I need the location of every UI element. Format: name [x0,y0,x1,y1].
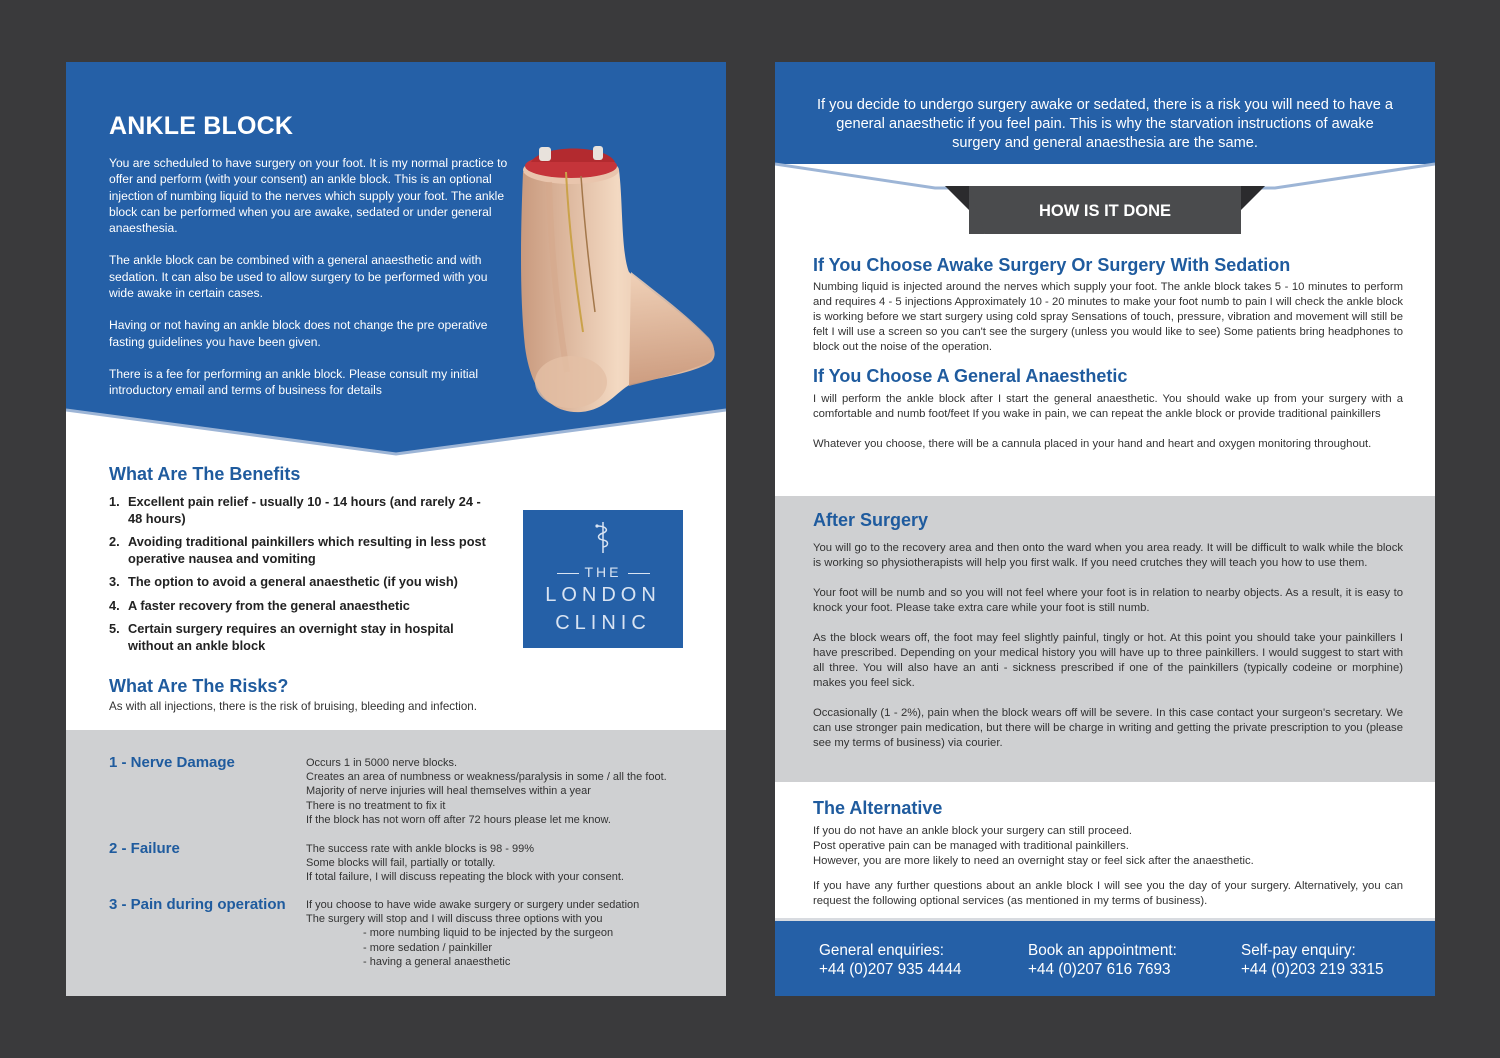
risk-option: - having a general anaesthetic [363,955,511,968]
contact-label: General enquiries: [819,942,944,959]
logo-london: LONDON [545,584,661,606]
risk-option: - more sedation / painkiller [363,941,493,954]
risk-line: If the block has not worn off after 72 hours please let me know. [306,813,611,826]
paragraph: You will go to the recovery area and then onto the ward when you area ready. It will be difficult to walk while the block is working so physiotherapists will help you first walk. If you need crutches they will teach you how to use them. [813,542,1403,569]
list-item [109,621,489,654]
intro-text: If you decide to undergo surgery awake or sedated, there is a risk you will need to have a general anaesthetic if you feel pain. This is why the starvation instructions of awake surgery and general anaesthesia are the same. [817,97,1393,151]
alternative-line: If you do not have an ankle block your surgery can still proceed. [813,825,1133,837]
list-text: Excellent pain relief - usually 10 - 14 hours (and rarely 24 - 48 hours) [128,494,481,526]
risk-line: If you choose to have wide awake surgery or surgery under sedation [306,899,640,911]
logo-the-row [523,564,683,580]
alternative-heading: The Alternative [813,798,943,818]
risk-line: Majority of nerve injuries will heal themselves within a year [306,785,591,798]
benefits-heading: What Are The Benefits [109,464,301,484]
risks-heading: What Are The Risks? [109,676,289,696]
london-clinic-logo [523,510,683,648]
after-heading: After Surgery [813,510,929,530]
list-text: A faster recovery from the general anaesthetic [128,597,410,613]
contact-phone[interactable]: +44 (0)203 219 3315 [1241,961,1384,978]
risk-description [306,898,706,969]
alternative-line: Post operative pain can be managed with traditional painkillers. [813,840,1129,852]
intro-paragraph: You are scheduled to have surgery on your foot. It is my normal practice to offer and perform (with your consent) an ankle block. This is an optional injection of numbing liquid to the nerves which supply your foot. The ankle block can be performed when you are awake, sedated or under general anaesthesia. [109,156,508,236]
list-text: Certain surgery requires an overnight stay in hospital without an ankle block [128,621,454,653]
contact-phone[interactable]: +44 (0)207 616 7693 [1028,961,1171,978]
list-text: The option to avoid a general anaesthetic (if you wish) [128,574,458,589]
list-number: 4. [109,597,120,613]
risk-line: Occurs 1 in 5000 nerve blocks. [306,757,458,769]
after-surgery-panel [775,496,1435,782]
risk-description [306,842,706,885]
paragraph: As the block wears off, the foot may feel slightly painful, tingly or hot. At this point you should take your painkillers I have prescribed. Depending on your medical history you will have up to three painkillers. I would suggest to start with all three. You will also have an anti - sickness prescribed if one of the painkillers (typically codeine or morphine) makes you feel sick. [813,632,1403,689]
paragraph: Your foot will be numb and so you will not feel where your foot is in relation to nearby objects. As a result, it is easy to knock your foot. Please take extra care while your foot is still numb. [813,587,1403,614]
logo-clinic: CLINIC [555,612,651,634]
flyer-page-back [775,62,1435,996]
intro-paragraph: There is a fee for performing an ankle block. Please consult my initial introductory email and terms of business for details [109,366,479,398]
risk-line: If total failure, I will discuss repeating the block with your consent. [306,871,624,884]
risk-label: 1 - Nerve Damage [109,754,235,771]
how-heading: HOW IS IT DONE [1039,202,1171,220]
general-body [813,392,1403,467]
intro-paragraph: Having or not having an ankle block does not change the pre operative fasting guidelines you have been given. [109,318,488,349]
list-item [109,534,489,567]
general-heading: If You Choose A General Anaesthetic [813,366,1128,386]
paragraph: I will perform the ankle block after I start the general anaesthetic. You should wake up from your surgery with a comfortable and numb foot/feet If you wake in pain, we can repeat the ankle block or provide traditional painkillers [813,393,1403,420]
risk-line: The surgery will stop and I will discuss three options with you [306,913,603,926]
risk-line: The success rate with ankle blocks is 98 - 99% [306,843,535,855]
list-number: 3. [109,574,120,589]
page-title: ANKLE BLOCK [109,112,294,140]
closing-paragraph: If you have any further questions about an ankle block I will see you the day of your surgery. Alternatively, you can request the following optional services (as mentioned in my terms of business). [813,880,1403,907]
list-item [109,598,489,615]
caduceus-icon [593,520,613,554]
paragraph: Occasionally (1 - 2%), pain when the block wears off will be severe. In this case contact your surgeon's secretary. We can use stronger pain medication, but there will be charge in writing and getting the private prescription to you (please see my terms of business) via courier. [813,707,1403,749]
list-number: 2. [109,534,120,549]
alternative-line: However, you are more likely to need an overnight stay or feel sick after the anaesthetic. [813,855,1254,867]
intro-text [109,155,509,415]
risk-line: Some blocks will fail, partially or totally. [306,857,496,870]
list-item [109,494,489,527]
contact-phone[interactable]: +44 (0)207 935 4444 [819,961,962,978]
intro-paragraph: The ankle block can be combined with a general anaesthetic and with sedation. It can also be used to allow surgery to be performed with you wide awake in certain cases. [109,253,488,301]
awake-heading: If You Choose Awake Surgery Or Surgery With Sedation [813,255,1291,275]
contact-appointment [1028,941,1177,979]
foot-anatomy-illustration [511,142,721,417]
logo-the: THE [584,564,622,580]
contact-label: Book an appointment: [1028,942,1177,959]
risks-subtitle: As with all injections, there is the risk of bruising, bleeding and infection. [109,700,477,713]
list-item [109,574,489,591]
contact-label: Self-pay enquiry: [1241,942,1356,959]
alternative-body [813,824,1403,924]
risk-line: There is no treatment to fix it [306,799,446,812]
risk-option: - more numbing liquid to be injected by the surgeon [363,927,614,940]
risk-label: 2 - Failure [109,840,180,857]
awake-body [813,280,1403,370]
risk-description [306,756,706,827]
risks-panel [66,730,726,996]
hero-banner [66,62,726,462]
paragraph: Whatever you choose, there will be a cannula placed in your hand and heart and oxygen monitoring throughout. [813,438,1372,450]
paragraph: Numbing liquid is injected around the nerves which supply your foot. The ankle block takes 5 - 10 minutes to perform and requires 4 - 5 injections Approximately 10 - 20 minutes to make your foot numb to pain I will check the ankle block is working before we start surgery using cold spray Sensations of touch, pressure, vibration and movement will still be felt I will use a screen so you can't see the surgery (unless you would like to see) Some patients bring headphones to block out the noise of the operation. [813,281,1403,353]
list-text: Avoiding traditional painkillers which resulting in less post operative nausea and vomiting [128,534,486,566]
after-body [813,541,1403,766]
contact-general [819,941,961,979]
contact-footer [775,918,1435,996]
list-number: 5. [109,621,120,636]
risk-label: 3 - Pain during operation [109,896,286,913]
flyer-page-front [66,62,726,996]
list-number: 1. [109,494,120,509]
benefits-list [109,494,489,661]
risk-line: Creates an area of numbness or weakness/paralysis in some / all the foot. [306,771,667,784]
contact-self-pay [1241,941,1383,979]
